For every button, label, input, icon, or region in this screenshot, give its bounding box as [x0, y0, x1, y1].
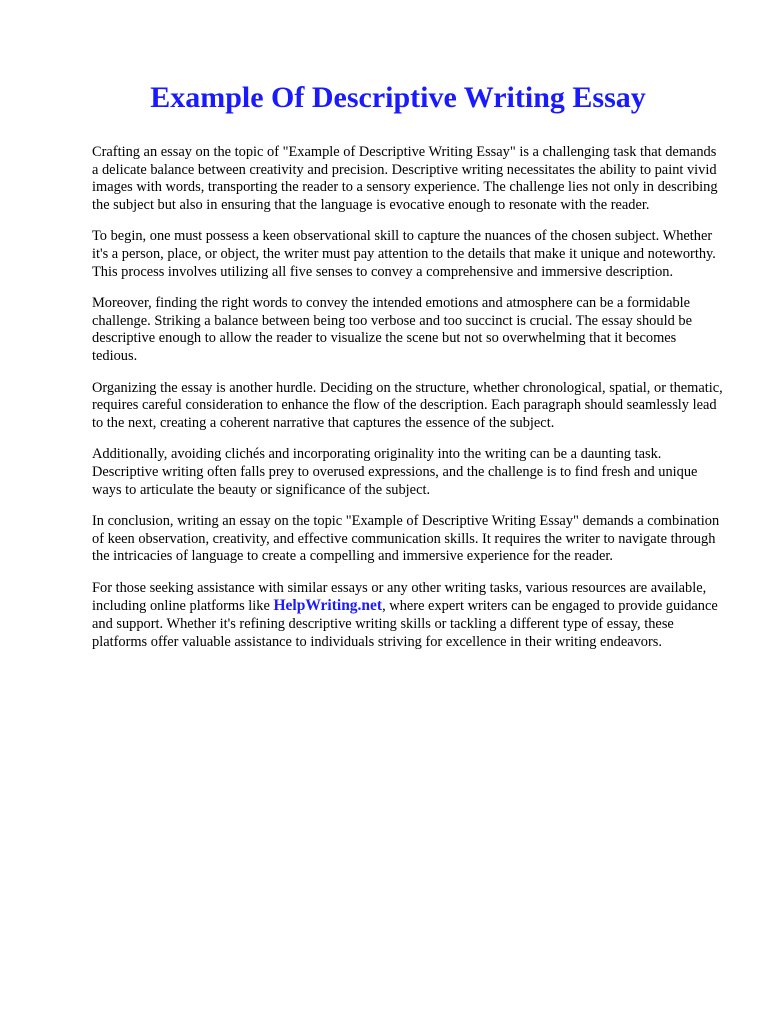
paragraph-4: Organizing the essay is another hurdle. Deciding on the structure, whether chronological, spatial, or thematic, requires careful consideration to enhance the flow of the description. Each paragraph should seamlessly lead to the next, creating a coherent narrative that captures the essence of the subject.	[92, 379, 723, 431]
document-title: Example Of Descriptive Writing Essay	[150, 81, 646, 114]
paragraph-1: Crafting an essay on the topic of "Example of Descriptive Writing Essay" is a challenging task that demands a delicate balance between creativity and precision. Descriptive writing necessitates the ability to paint vivid images with words, transporting the reader to a sensory experience. The challenge lies not only in describing the subject but also in ensuring that the language is evocative enough to resonate with the reader.	[92, 144, 718, 213]
paragraph-7	[92, 580, 724, 651]
document-body	[92, 144, 724, 651]
helpwriting-link[interactable]: HelpWriting.net	[273, 597, 383, 615]
paragraph-3: Moreover, finding the right words to convey the intended emotions and atmosphere can be a formidable challenge. Striking a balance between being too verbose and too succinct is crucial. The essay should be descriptive enough to allow the reader to visualize the scene but not so overwhelming that it becomes tedious.	[92, 295, 692, 364]
paragraph-5: Additionally, avoiding clichés and incorporating originality into the writing can be a daunting task. Descriptive writing often falls prey to overused expressions, and the challenge is to find fresh and unique ways to articulate the beauty or significance of the subject.	[92, 446, 698, 498]
paragraph-2: To begin, one must possess a keen observational skill to capture the nuances of the chosen subject. Whether it's a person, place, or object, the writer must pay attention to the details that make it unique and noteworthy. This process involves utilizing all five senses to convey a comprehensive and immersive description.	[92, 228, 716, 280]
paragraph-6: In conclusion, writing an essay on the topic "Example of Descriptive Writing Essay" demands a combination of keen observation, creativity, and effective communication skills. It requires the writer to navigate through the intricacies of language to create a compelling and immersive experience for the reader.	[92, 513, 720, 565]
paragraph-7-before-link: For those seeking assistance with similar essays or any other writing tasks, various resources are available, including online platforms like	[92, 579, 707, 615]
paragraph-7-after-link: , where expert writers can be engaged to provide guidance and support. Whether it's refining descriptive writing skills or tackling a different type of essay, these platforms offer valuable assistance to individuals striving for excellence in their writing endeavors.	[92, 598, 718, 650]
